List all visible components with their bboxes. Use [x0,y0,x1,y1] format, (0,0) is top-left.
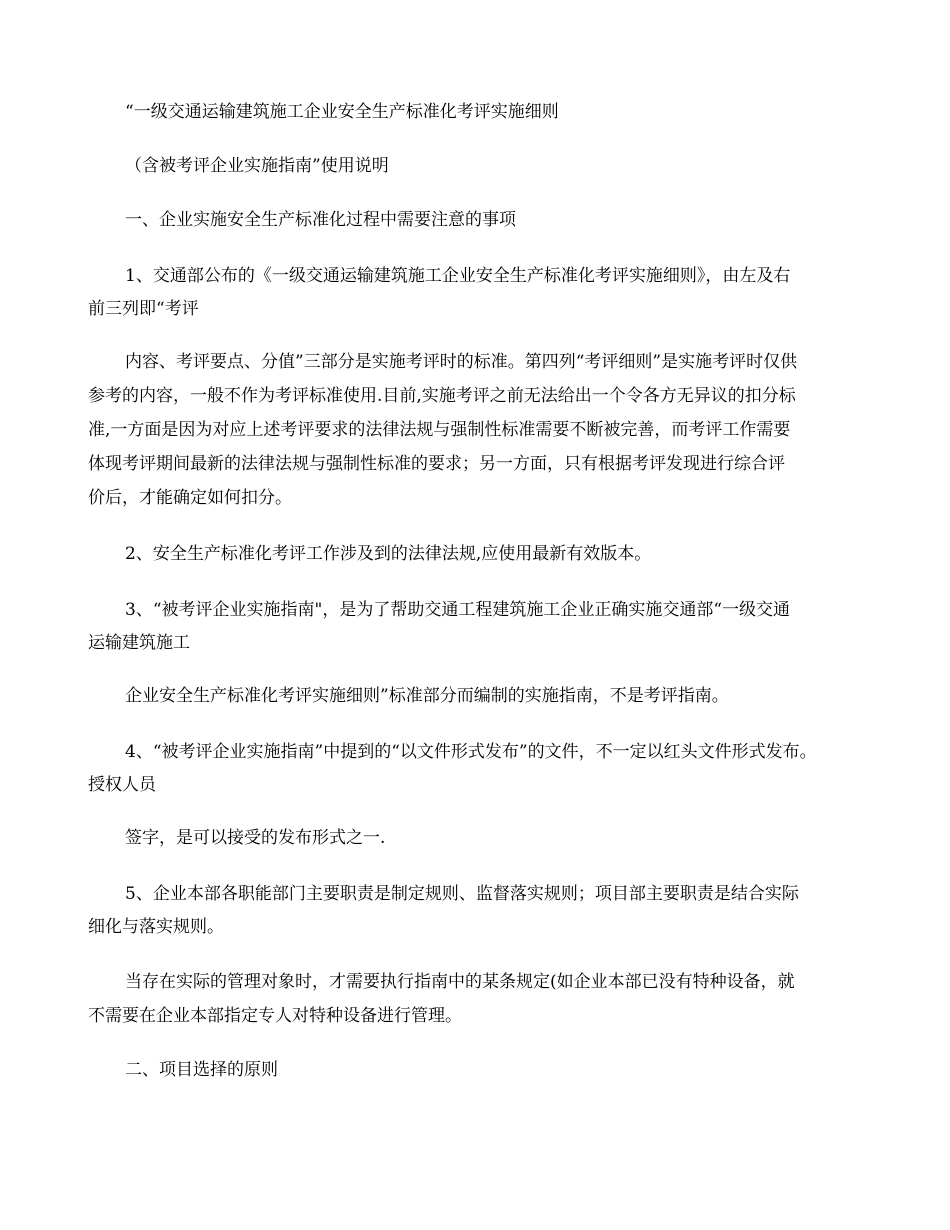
item-4-line-1: 4、“被考评企业实施指南”中提到的“以文件形式发布”的文件，不一定以红头文件形式发布。 [125,742,817,762]
item-1-line-1: 1、交通部公布的《一级交通运输建筑施工企业安全生产标准化考评实施细则》，由左及右 [125,266,791,286]
item-1-continuation-line-1: 内容、考评要点、分值”三部分是实施考评时的标准。第四列“考评细则”是实施考评时仅供 [125,352,798,372]
item-5-line-2: 细化与落实规则。 [88,917,224,937]
item-5-line-1: 5、企业本部各职能部门主要职责是制定规则、监督落实规则；项目部主要职责是结合实际 [125,884,799,904]
item-4-continuation: 签字，是可以接受的发布形式之一. [125,828,386,848]
item-3-line-1: 3、“被考评企业实施指南"，是为了帮助交通工程建筑施工企业正确实施交通部“一级交通 [125,600,791,620]
item-1-continuation-line-3: 准,一方面是因为对应上述考评要求的法律法规与强制性标准需要不断被完善，而考评工作需要 [88,420,791,440]
item-1-continuation-line-4: 体现考评期间最新的法律法规与强制性标准的要求；另一方面，只有根据考评发现进行综合评 [88,454,785,474]
document-title-line-2: （含被考评企业实施指南”使用说明 [125,156,389,176]
item-1-continuation-line-5: 价后，才能确定如何扣分。 [88,488,292,508]
item-1-line-2: 前三列即“考评 [88,299,199,319]
item-3-line-2: 运输建筑施工 [88,633,190,653]
document-title-line-1: “一级交通运输建筑施工企业安全生产标准化考评实施细则 [125,102,559,122]
paragraph-6-line-1: 当存在实际的管理对象时，才需要执行指南中的某条规定(如企业本部已没有特种设备，就 [125,972,795,992]
item-1-continuation-line-2: 参考的内容，一般不作为考评标准使用.目前,实施考评之前无法给出一个令各方无异议的扣分标 [88,386,796,406]
section-1-heading: 一、企业实施安全生产标准化过程中需要注意的事项 [125,210,516,230]
item-3-continuation: 企业安全生产标准化考评实施细则”标准部分而编制的实施指南，不是考评指南。 [125,686,729,706]
item-2: 2、安全生产标准化考评工作涉及到的法律法规,应使用最新有效版本。 [125,544,652,564]
paragraph-6-line-2: 不需要在企业本部指定专人对特种设备进行管理。 [88,1006,462,1026]
item-4-line-2: 授权人员 [88,775,156,795]
section-2-heading: 二、项目选择的原则 [125,1060,278,1080]
